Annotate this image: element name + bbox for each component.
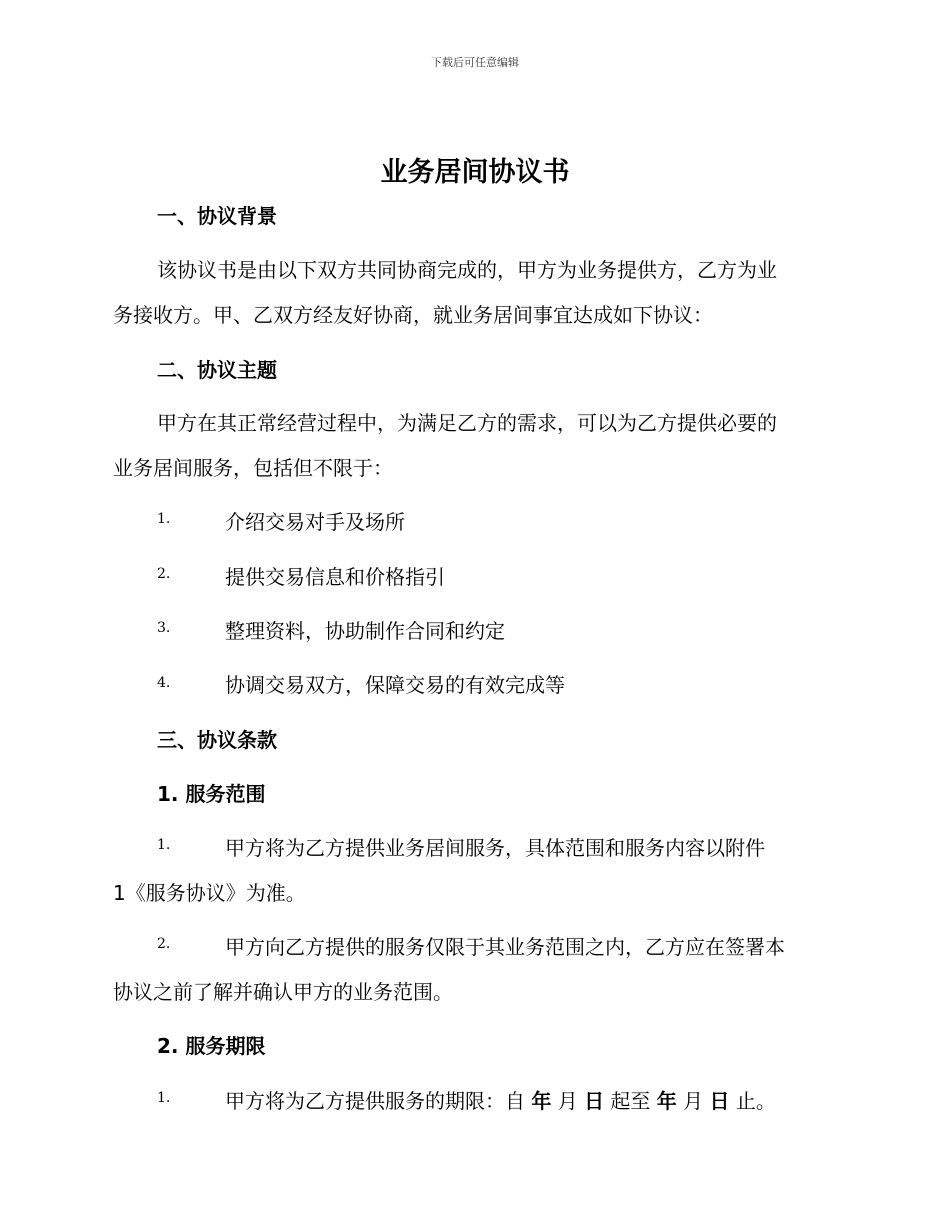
paragraph-line: 业务居间服务，包括但不限于：: [113, 456, 393, 480]
list-item: 介绍交易对手及场所: [225, 510, 405, 534]
month-blank: 月: [676, 1089, 710, 1113]
year-blank: 年: [531, 1089, 552, 1113]
list-item: 提供交易信息和价格指引: [225, 565, 445, 589]
paragraph-line: 协议之前了解并确认甲方的业务范围。: [113, 980, 453, 1004]
year-blank: 年: [656, 1089, 677, 1113]
section-heading-subject: 二、协议主题: [157, 358, 277, 382]
paragraph-line: 1《服务协议》为准。: [113, 881, 306, 905]
day-blank: 日: [709, 1089, 730, 1113]
paragraph-line: 该协议书是由以下双方共同协商完成的，甲方为业务提供方，乙方为业: [157, 258, 777, 282]
list-item-number: 2.: [157, 936, 171, 952]
period-mid: 起至: [604, 1089, 657, 1113]
service-period-line: [225, 1085, 776, 1114]
page-header-note: 下载后可任意编辑: [431, 56, 519, 69]
subsection-heading-term: 2. 服务期限: [157, 1034, 266, 1058]
list-item-number: 1.: [157, 837, 171, 853]
list-item: 协调交易双方，保障交易的有效完成等: [225, 673, 565, 697]
list-item-number: 4.: [157, 675, 171, 691]
list-item: 甲方向乙方提供的服务仅限于其业务范围之内，乙方应在签署本: [225, 935, 785, 959]
paragraph-line: 甲方在其正常经营过程中，为满足乙方的需求，可以为乙方提供必要的: [157, 411, 777, 435]
period-prefix: 甲方将为乙方提供服务的期限：自: [225, 1089, 532, 1113]
document-title: 业务居间协议书: [380, 157, 570, 188]
section-heading-background: 一、协议背景: [157, 204, 277, 228]
period-suffix: 止。: [729, 1089, 776, 1113]
paragraph-line: 务接收方。甲、乙双方经友好协商，就业务居间事宜达成如下协议：: [113, 303, 713, 327]
list-item-number: 1.: [157, 511, 171, 527]
list-item: 整理资料，协助制作合同和约定: [225, 619, 505, 643]
list-item-number: 2.: [157, 566, 171, 582]
subsection-heading-scope: 1. 服务范围: [157, 782, 266, 806]
section-heading-terms: 三、协议条款: [157, 728, 277, 752]
list-item-number: 1.: [157, 1090, 171, 1106]
list-item: 甲方将为乙方提供业务居间服务，具体范围和服务内容以附件: [225, 836, 765, 860]
month-blank: 月: [551, 1089, 585, 1113]
list-item-number: 3.: [157, 620, 171, 636]
day-blank: 日: [584, 1089, 605, 1113]
